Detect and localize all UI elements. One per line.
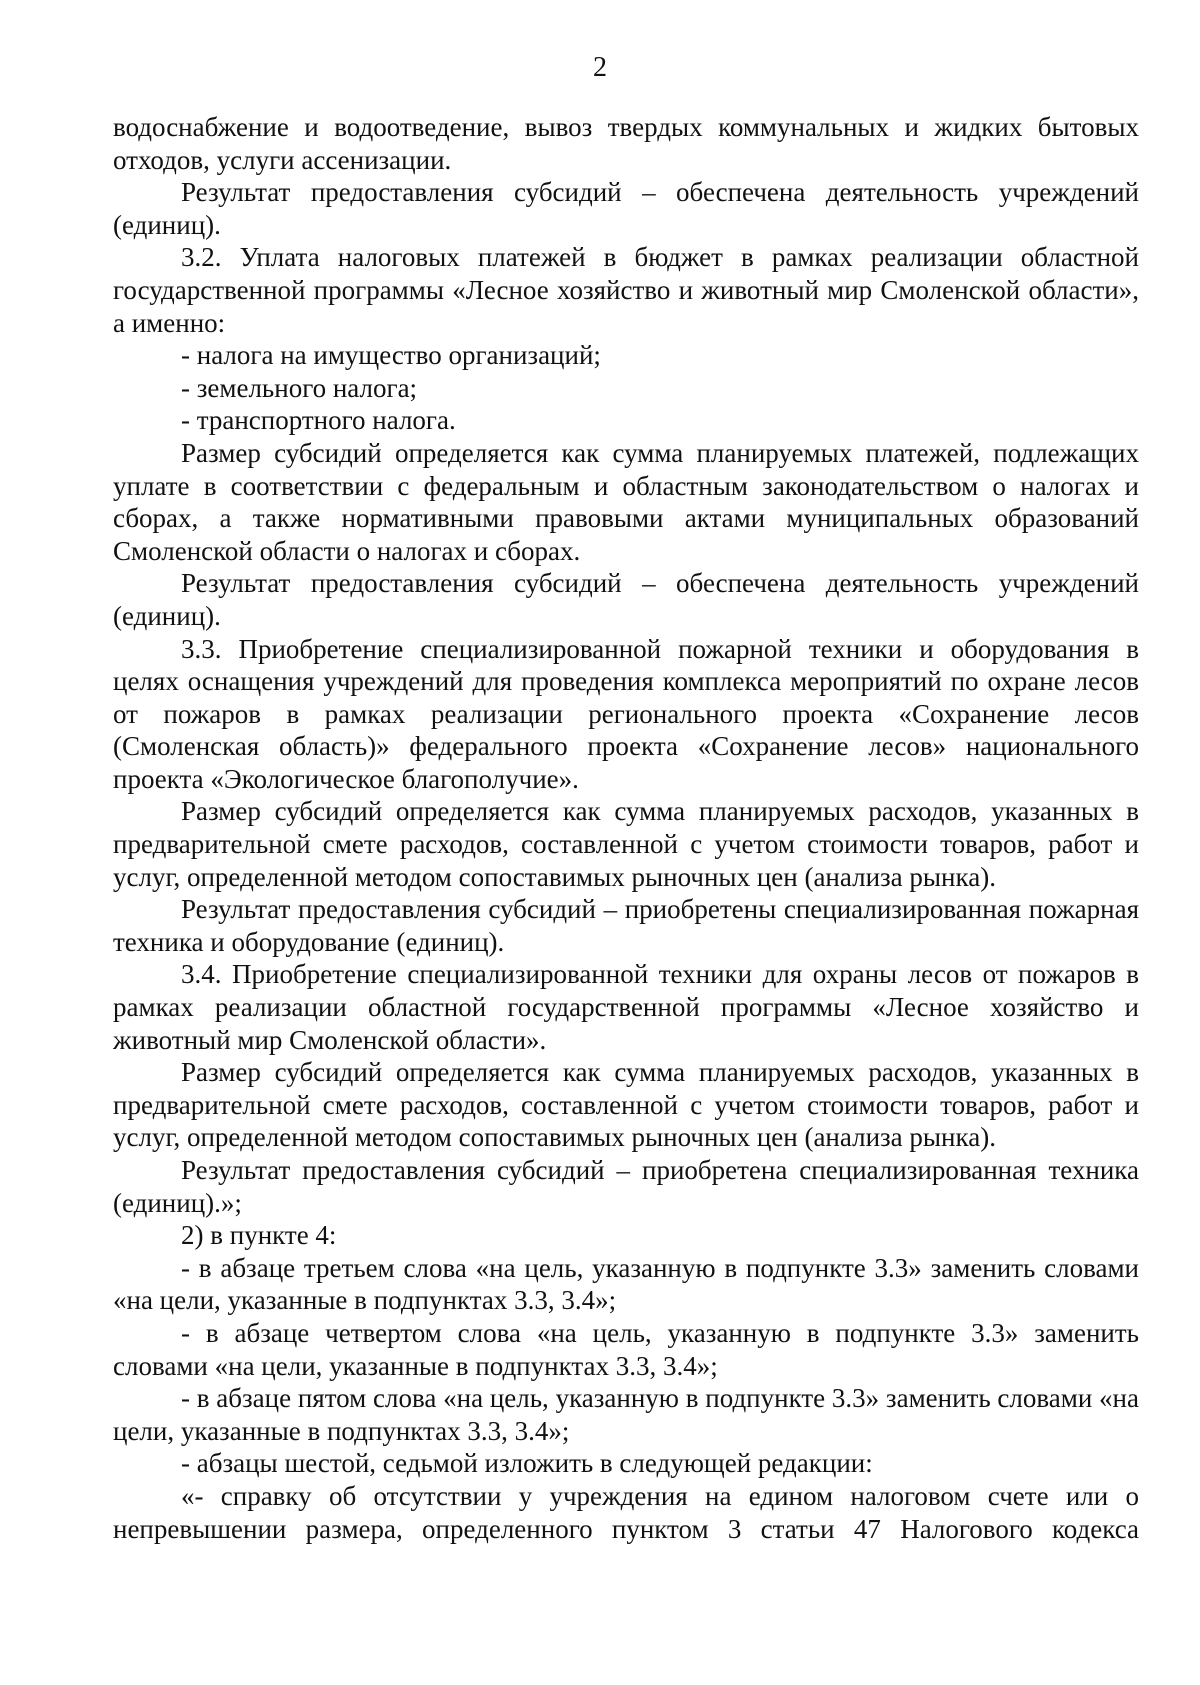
paragraph: Результат предоставления субсидий – обеспечена деятельность учреждений (единиц). — [113, 177, 1139, 240]
paragraph: Размер субсидий определяется как сумма планируемых расходов, указанных в предварительной смете расходов, составленной с учетом стоимости товаров, работ и услуг, определенной методом сопоставимых рыночных цен (анализа рынка). — [113, 1057, 1139, 1153]
list-item: - абзацы шестой, седьмой изложить в следующей редакции: — [181, 1448, 873, 1479]
list-item: - в абзаце третьем слова «на цель, указанную в подпункте 3.3» заменить словами «на цели, указанные в подпунктах 3.3, 3.4»; — [113, 1252, 1139, 1316]
list-item: - в абзаце четвертом слова «на цель, указанную в подпункте 3.3» заменить словами «на цели, указанные в подпунктах 3.3, 3.4»; — [113, 1317, 1139, 1381]
list-item: - налога на имущество организаций; — [181, 340, 601, 371]
paragraph-continued: «- справку об отсутствии у учреждения на едином налоговом счете или о непревышении размера, определенного пунктом 3 статьи 47 Налогового кодекса — [113, 1480, 1139, 1544]
paragraph: Результат предоставления субсидий – обеспечена деятельность учреждений (единиц). — [113, 568, 1139, 631]
paragraph: 3.4. Приобретение специализированной техники для охраны лесов от пожаров в рамках реализации областной государственной программы «Лесное хозяйство и животный мир Смоленской области». — [113, 959, 1139, 1055]
paragraph: водоснабжение и водоотведение, вывоз твердых коммунальных и жидких бытовых отходов, услуги ассенизации. — [113, 112, 1139, 175]
paragraph: 3.3. Приобретение специализированной пожарной техники и оборудования в целях оснащения учреждений для проведения комплекса мероприятий по охране лесов от пожаров в рамках реализации регионального проекта «Сохранение лесов (Смоленская область)» федерального проекта «Сохранение лесов» национального проекта «Экологическое благополучие». — [113, 633, 1139, 794]
paragraph: Размер субсидий определяется как сумма планируемых платежей, подлежащих уплате в соответствии с федеральным и областным законодательством о налогах и сборах, а также нормативными правовыми актами муниципальных образований Смоленской области о налогах и сборах. — [113, 437, 1139, 566]
list-item: - в абзаце пятом слова «на цель, указанную в подпункте 3.3» заменить словами «на цели, указанные в подпунктах 3.3, 3.4»; — [113, 1383, 1139, 1446]
paragraph: 2) в пункте 4: — [181, 1220, 337, 1251]
page-number: 2 — [593, 52, 607, 83]
document-body — [113, 111, 1139, 1545]
paragraph: Размер субсидий определяется как сумма планируемых расходов, указанных в предварительной смете расходов, составленной с учетом стоимости товаров, работ и услуг, определенной методом сопоставимых рыночных цен (анализа рынка). — [113, 796, 1139, 892]
paragraph: Результат предоставления субсидий – приобретены специализированная пожарная техника и оборудование (единиц). — [113, 894, 1139, 957]
list-item: - земельного налога; — [181, 372, 418, 403]
paragraph: Результат предоставления субсидий – приобретена специализированная техника (единиц).»; — [113, 1155, 1139, 1218]
list-item: - транспортного налога. — [181, 405, 456, 436]
paragraph: 3.2. Уплата налоговых платежей в бюджет в рамках реализации областной государственной программы «Лесное хозяйство и животный мир Смоленской области», а именно: — [113, 242, 1139, 338]
